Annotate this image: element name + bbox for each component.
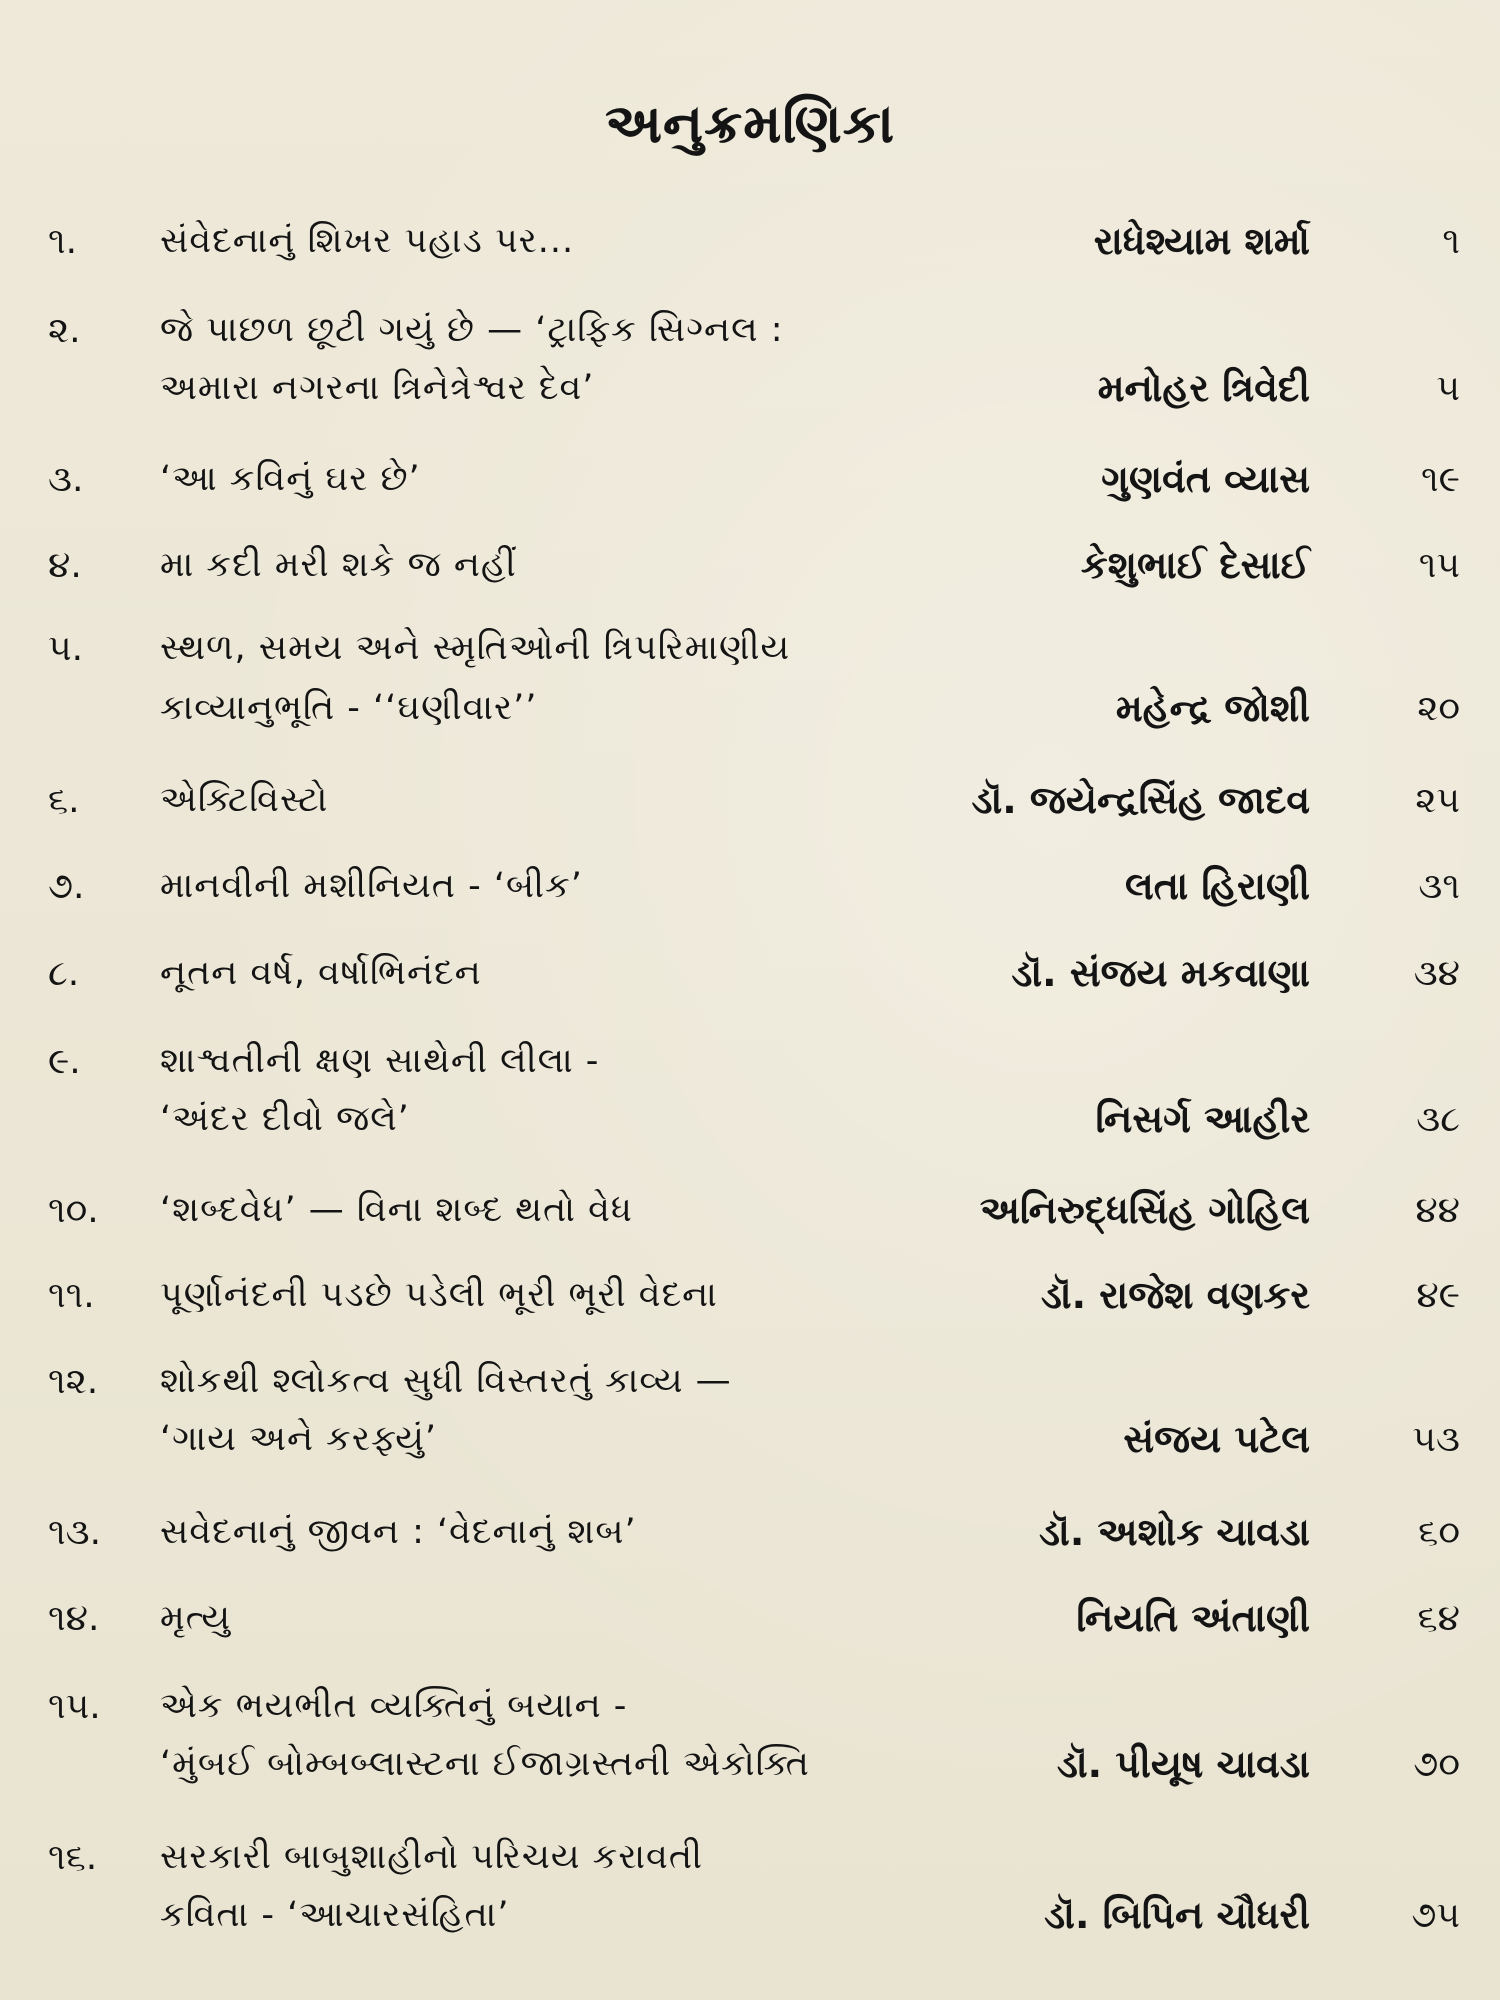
entry-title-line: એક ભયભીત વ્યક્તિનું બયાન - [160,1686,628,1726]
entry-page-number: ૨૫ [1415,780,1460,821]
toc-entry [0,305,1500,455]
entry-number: ૩. [48,459,84,500]
entry-author: અનિરુદ્ધસિંહ ગોહિલ [979,1188,1310,1232]
entry-number: ૯. [48,1041,81,1082]
entry-title-line: ‘આ કવિનું ઘર છે’ [160,459,421,499]
entry-page-number: ૭૦ [1413,1744,1460,1785]
entry-title-line: ‘ગાય અને કરફ્યું’ [160,1419,438,1459]
entry-title-line: કવિતા - ‘આચારસંહિતા’ [160,1895,510,1935]
entry-title-line: નૂતન વર્ષ, વર્ષાભિનંદન [160,953,482,993]
entry-author: સંજય પટેલ [1123,1417,1310,1461]
entry-page-number: ૪૯ [1416,1275,1460,1316]
toc-entry [0,1356,1500,1506]
entry-number: ૧૪. [48,1598,100,1639]
entry-number: ૧૩. [48,1512,102,1553]
entry-page-number: ૪૪ [1415,1190,1460,1231]
entry-author: નિયતિ અંતાણી [1076,1596,1310,1640]
entry-author: ડૉ. સંજય મકવાણા [1011,951,1310,995]
entry-title-line: શોકથી શ્લોકત્વ સુધી વિસ્તરતું કાવ્ય — [160,1361,732,1401]
entry-title-line: સવેદનાનું જીવન : ‘વેદનાનું શબ’ [160,1512,637,1552]
entry-number: ૭. [48,866,85,907]
entry-author: ડૉ. રાજેશ વણકર [1040,1273,1310,1317]
entry-page-number: ૭૫ [1411,1895,1460,1936]
entry-number: ૧૬. [48,1837,98,1878]
entry-title-line: જે પાછળ છૂટી ગયું છે — ‘ટ્રાફિક સિગ્નલ : [160,310,784,350]
entry-title-line: મા કદી મરી શકે જ નહીં [160,545,517,585]
entry-number: ૧૫. [48,1686,101,1727]
entry-title-line: માનવીની મશીનિયત - ‘બીક’ [160,866,583,906]
entry-page-number: ૩૧ [1418,866,1460,907]
entry-title-line: એક્ટિવિસ્ટો [160,780,329,820]
entry-author: ડૉ. અશોક ચાવડા [1039,1510,1310,1554]
entry-page-number: ૨૦ [1417,688,1460,729]
entry-title-line: અમારા નગરના ત્રિનેત્રેશ્વર દેવ’ [160,368,595,408]
entry-author: ડૉ. જયેન્દ્રસિંહ જાદવ [971,778,1310,822]
toc-entry [0,1832,1500,1982]
entry-author: ગુણવંત વ્યાસ [1101,457,1310,501]
entry-number: ૧૦. [48,1190,99,1231]
entry-author: લતા હિરાણી [1124,864,1310,908]
toc-entry [0,1681,1500,1831]
entry-author: મનોહર ત્રિવેદી [1097,366,1310,410]
entry-title-line: ‘શબ્દવેધ’ — વિના શબ્દ થતો વેધ [160,1190,633,1230]
entry-author: મહેન્દ્ર જોશી [1115,686,1310,730]
entry-title-line: કાવ્યાનુભૂતિ - ‘‘ઘણીવાર’’ [160,688,538,728]
entry-page-number: ૬૪ [1417,1598,1460,1639]
entry-author: ડૉ. બિપિન ચૌધરી [1044,1893,1310,1937]
entry-title-line: શાશ્વતીની ક્ષણ સાથેની લીલા - [160,1041,600,1081]
entry-page-number: ૫૩ [1412,1419,1460,1460]
entry-title-line: સરકારી બાબુશાહીનો પરિચય કરાવતી [160,1837,704,1877]
entry-number: ૫. [48,628,84,669]
entry-title-line: સંવેદનાનું શિખર પહાડ પર... [160,221,575,261]
entry-author: રાધેશ્યામ શર્મા [1093,219,1310,263]
entry-page-number: ૩૮ [1416,1099,1460,1140]
entry-number: ૨. [48,310,81,351]
entry-author: નિસર્ગ આહીર [1095,1097,1310,1141]
entry-number: ૧૧. [48,1275,95,1316]
entry-author: કેશુભાઈ દેસાઈ [1080,543,1310,587]
entry-page-number: ૧૫ [1418,545,1460,586]
toc-entry [0,1036,1500,1186]
entry-number: ૧૨. [48,1361,99,1402]
entry-page-number: ૫ [1436,368,1460,409]
entry-page-number: ૧ [1442,221,1460,262]
entry-number: ૮. [48,953,80,994]
entry-number: ૪. [48,545,82,586]
entry-number: ૬. [48,780,80,821]
entry-title-line: ‘અંદર દીવો જલે’ [160,1099,410,1139]
entry-page-number: ૧૯ [1421,459,1460,500]
entry-title-line: પૂર્ણાનંદની પડછે પડેલી ભૂરી ભૂરી વેદના [160,1275,718,1315]
toc-entry [0,625,1500,775]
entry-title-line: મૃત્યુ [160,1598,232,1638]
entry-author: ડૉ. પીયૂષ ચાવડા [1056,1742,1310,1786]
entry-page-number: ૩૪ [1413,953,1460,994]
entry-title-line: ‘મુંબઈ બોમ્બબ્લાસ્ટના ઈજાગ્રસ્તની એકોક્તિ [160,1744,810,1784]
entry-title-line: સ્થળ, સમય અને સ્મૃતિઓની ત્રિપરિમાણીય [160,628,791,668]
page-title: અનુક્રમણિકા [604,92,896,155]
entry-page-number: ૬૦ [1418,1512,1460,1553]
entry-number: ૧. [48,221,78,262]
